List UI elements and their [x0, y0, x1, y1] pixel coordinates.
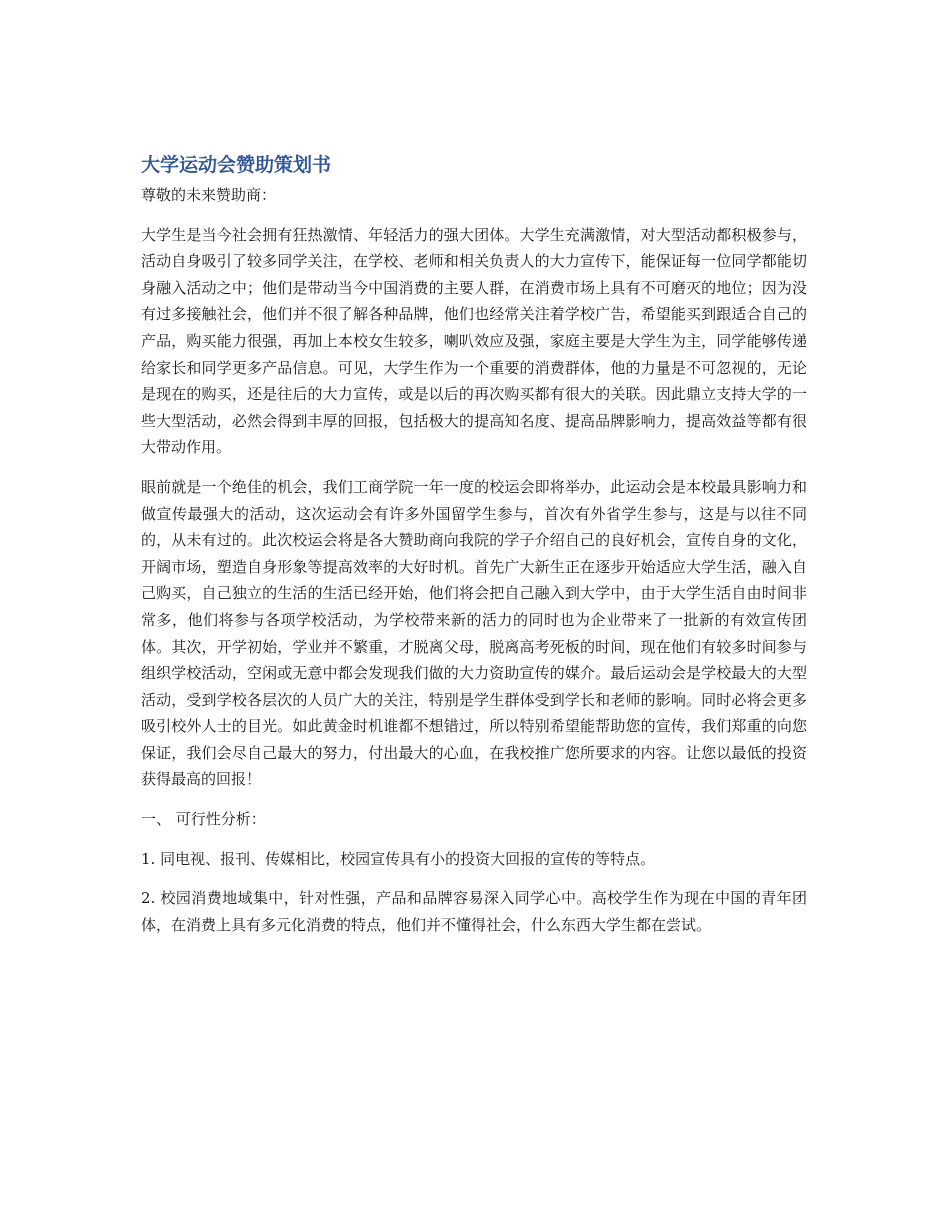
list-item-1: 1. 同电视、报刊、传媒相比，校园宣传具有小的投资大回报的宣传的等特点。 [141, 849, 656, 868]
section-heading-feasibility: 一、 可行性分析： [141, 810, 266, 829]
paragraph-opportunity: 眼前就是一个绝佳的机会，我们工商学院一年一度的校运会即将举办，此运动会是本校最具影响力和做宣传最强大的活动，这次运动会有许多外国留学生参与，首次有外省学生参与，这是与以往不同的，从未有过的。此次校运会将是各大赞助商向我院的学子介绍自己的良好机会，宣传自身的文化，开阔市场，塑造自身形象等提高效率的大好时机。首先广大新生正在逐步开始适应大学生活，融入自己购买，自己独立的生活的生活已经开始，他们将会把自己融入到大学中，由于大学生活自由时间非常多，他们将参与各项学校活动，为学校带来新的活力的同时也为企业带来了一批新的有效宣传团体。其次，开学初始，学业并不繁重，才脱离父母，脱离高考死板的时间，现在他们有较多时间参与组织学校活动，空闲或无意中都会发现我们做的大力资助宣传的媒介。最后运动会是学校最大的大型活动，受到学校各层次的人员广大的关注，特别是学生群体受到学长和老师的影响。同时必将会更多吸引校外人士的目光。如此黄金时机谁都不想错过，所以特别希望能帮助您的宣传，我们郑重的向您保证，我们会尽自己最大的努力，付出最大的心血，在我校推广您所要求的内容。让您以最低的投资获得最高的回报！ [141, 477, 807, 789]
paragraph-intro: 大学生是当今社会拥有狂热激情、年轻活力的强大团体。大学生充满激情，对大型活动都积极参与，活动自身吸引了较多同学关注，在学校、老师和相关负责人的大力宣传下，能保证每一位同学都能切身融入活动之中；他们是带动当今中国消费的主要人群，在消费市场上具有不可磨灭的地位；因为没有过多接触社会，他们并不很了解各种品牌，他们也经常关注着学校广告，希望能买到跟适合自己的产品，购买能力很强，再加上本校女生较多，喇叭效应及强，家庭主要是大学生为主，同学能够传递给家长和同学更多产品信息。可见，大学生作为一个重要的消费群体，他的力量是不可忽视的，无论是现在的购买，还是往后的大力宣传，或是以后的再次购买都有很大的关联。因此鼎立支持大学的一些大型活动，必然会得到丰厚的回报，包括极大的提高知名度、提高品牌影响力，提高效益等都有很大带动作用。 [141, 225, 807, 457]
salutation: 尊敬的未来赞助商： [141, 186, 277, 204]
document-title: 大学运动会赞助策划书 [141, 154, 332, 176]
list-item-2: 2. 校园消费地域集中，针对性强，产品和品牌容易深入同学心中。高校学生作为现在中国的青年团体，在消费上具有多元化消费的特点，他们并不懂得社会，什么东西大学生都在尝试。 [141, 889, 807, 934]
document-body [141, 148, 807, 951]
